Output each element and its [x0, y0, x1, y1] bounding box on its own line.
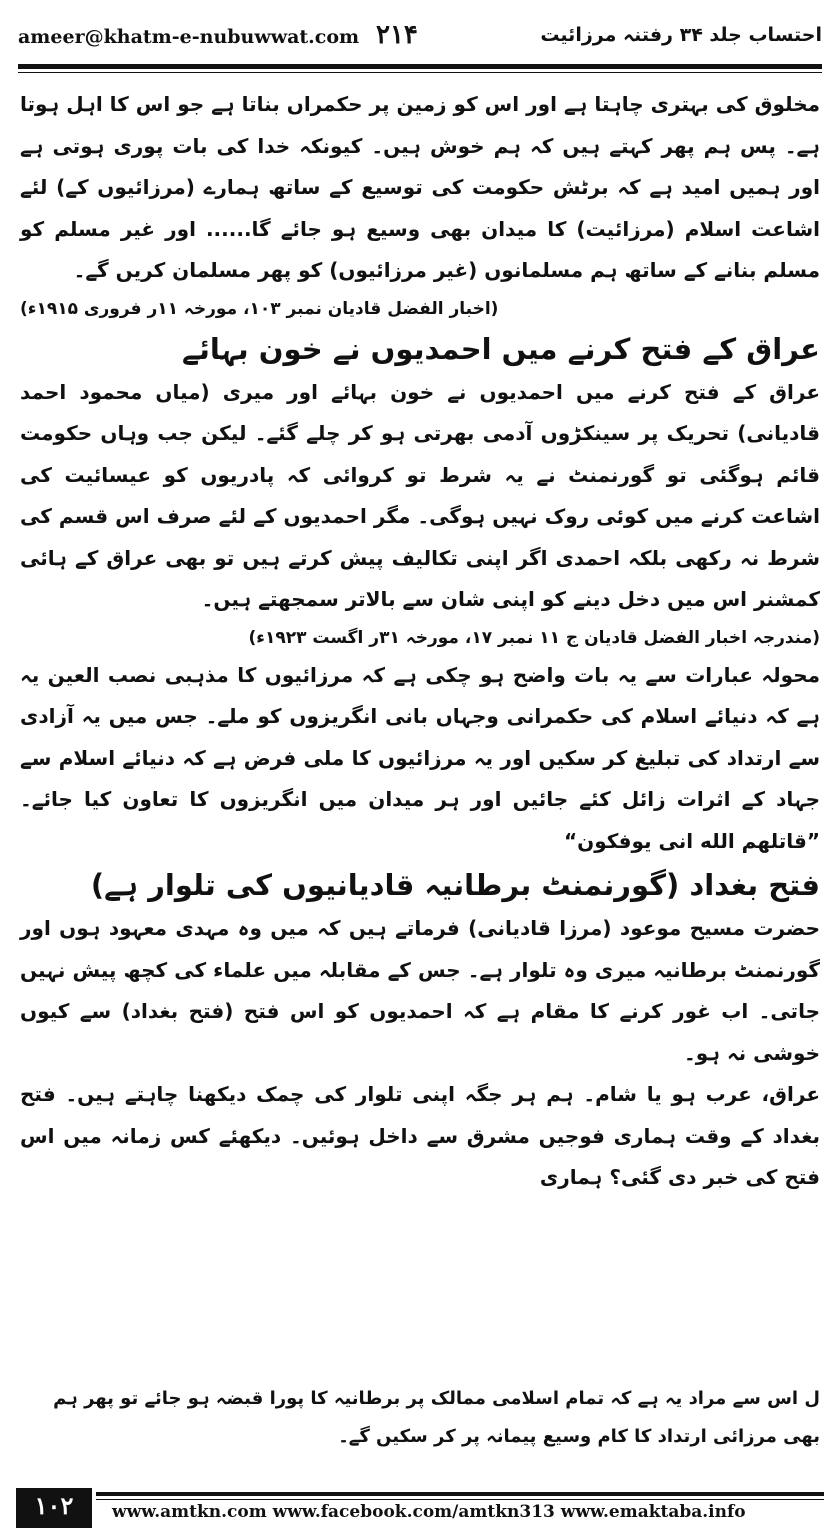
heading-iraq: عراق کے فتح کرنے میں احمدیوں نے خون بہائے: [182, 331, 820, 366]
paragraph-2: عراق کے فتح کرنے میں احمدیوں نے خون بہائے اور میری (میاں محمود احمد قادیانی) تحریک پر سینکڑوں آدمی بھرتی ہو کر چلے گئے۔ لیکن جب وہاں حکومت قائم ہوگئی تو گورنمنٹ نے یہ شرط تو کروائی کہ پادریوں کو عیسائیت کی اشاعت کرنے میں کوئی روک نہیں ہوگی۔ مگر احمدیوں کے لئے صرف اس قسم کی شرط نہ رکھی بلکہ احمدی اگر اپنی تکالیف پیش کرتے ہیں تو بھی عراق کے ہائی کمشنر اس میں دخل دینے کو اپنی شان سے بالاتر سمجھتے ہیں۔: [20, 379, 820, 611]
footer-rule-thick: [96, 1492, 824, 1496]
header-rule-thin: [18, 72, 822, 73]
page-body: [20, 84, 820, 1199]
footer-links: www.amtkn.com www.facebook.com/amtkn313 www.emaktaba.info: [112, 1502, 746, 1522]
footnote: ل اس سے مراد یہ ہے کہ تمام اسلامی ممالک پر برطانیہ کا پورا قبضہ ہو جائے تو پھر ہم بھی مرزائی ارتداد کا کام وسیع پیمانہ پر کر سکیں گے۔: [53, 1388, 820, 1447]
header-rule-thick: [18, 64, 822, 69]
footer-page-number: ۱۰۲: [16, 1488, 92, 1528]
paragraph-4: حضرت مسیح موعود (مرزا قادیانی) فرماتے ہیں کہ میں وہ مہدی معہود ہوں اور گورنمنٹ برطانیہ میری وہ تلوار ہے۔ جس کے مقابلہ میں علماء کی کچھ پیش نہیں جاتی۔ اب غور کرنے کا مقام ہے کہ احمدیوں کو اس فتح (فتح بغداد) سے کیوں خوشی نہ ہو۔: [20, 916, 820, 1065]
paragraph-5: عراق، عرب ہو یا شام۔ ہم ہر جگہ اپنی تلوار کی چمک دیکھنا چاہتے ہیں۔ فتح بغداد کے وقت ہماری فوجیں مشرق سے داخل ہوئیں۔ دیکھئے کس زمانہ میں اس فتح کی خبر دی گئی؟ ہماری: [20, 1082, 820, 1189]
header-email: ameer@khatm-e-nubuwwat.com: [18, 26, 360, 48]
paragraph-1: مخلوق کی بہتری چاہتا ہے اور اس کو زمین پر حکمراں بناتا ہے جو اس کا اہل ہوتا ہے۔ پس ہم پھر کہتے ہیں کہ ہم خوش ہیں۔ کیونکہ خدا کی بات پوری ہوتی ہے اور ہمیں امید ہے کہ برٹش حکومت کی توسیع کے ساتھ ہمارے (مرزائیوں کے) لئے اشاعت اسلام (مرزائیت) کا میدان بھی وسیع ہو جائے گا...... اور غیر مسلم کو مسلم بنانے کے ساتھ ہم مسلمانوں (غیر مرزائیوں) کو پھر مسلمان کریں گے۔: [20, 92, 820, 282]
page-header: [18, 20, 822, 60]
reference-2: (مندرجہ اخبار الفضل قادیان ج ۱۱ نمبر ۱۷، مورخہ ۳۱ر اگست ۱۹۲۳ء): [248, 627, 820, 648]
paragraph-3: محولہ عبارات سے یہ بات واضح ہو چکی ہے کہ مرزائیوں کا مذہبی نصب العین یہ ہے کہ دنیائے اسلام کی حکمرانی وجہاں بانی انگریزوں کو ملے۔ جس میں یہ آزادی سے ارتداد کی تبلیغ کر سکیں اور یہ مرزائیوں کا ملی فرض ہے کہ دنیائے اسلام سے جہاد کے اثرات زائل کئے جائیں اور ہر میدان میں انگریزوں کا تعاون کیا جائے۔ ”قاتلهم الله انی یوفکون“: [20, 662, 820, 853]
heading-baghdad: فتح بغداد (گورنمنٹ برطانیہ قادیانیوں کی تلوار ہے): [90, 868, 820, 902]
reference-1: (اخبار الفضل قادیان نمبر ۱۰۳، مورخہ ۱۱ر فروری ۱۹۱۵ء): [20, 298, 499, 319]
page-footer: [16, 1488, 824, 1528]
header-page-number: ۲۱۴: [376, 20, 418, 50]
book-title: احتساب جلد ۳۴ رفتنہ مرزائیت: [540, 24, 822, 46]
footer-rule-thin: [96, 1499, 824, 1500]
